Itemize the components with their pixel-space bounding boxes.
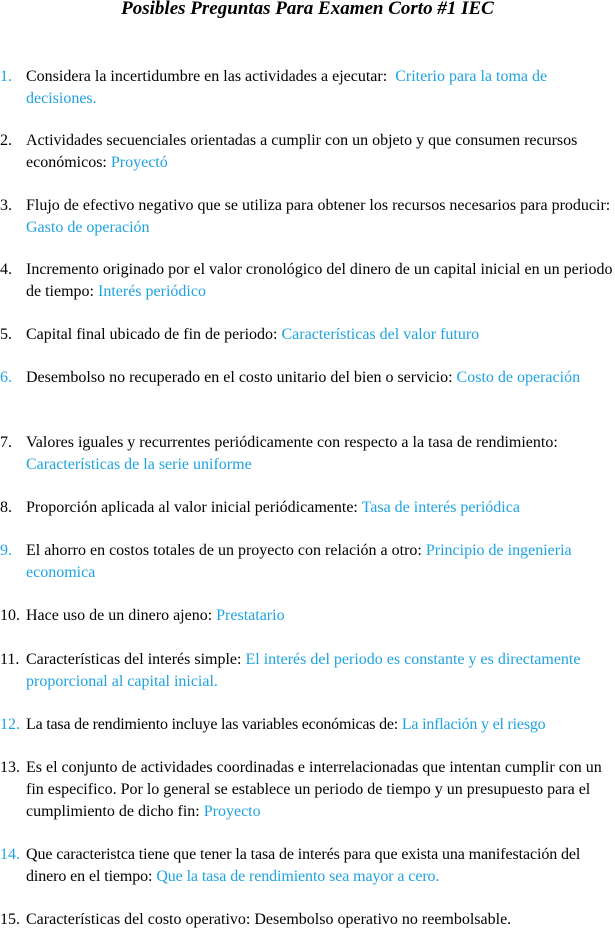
question-number: 5. [0, 326, 12, 343]
question-number: 6. [0, 369, 12, 386]
question-number: 4. [0, 261, 12, 278]
question-text: La tasa de rendimiento incluye las variables económicas de: [26, 716, 402, 733]
question-item [0, 497, 615, 519]
question-answer: Principio de ingenieria economica [26, 542, 572, 581]
question-text: Actividades secuenciales orientadas a cumplir con un objeto y que consumen recursos económicos: [26, 132, 578, 171]
page-title: Posibles Preguntas Para Examen Corto #1 IEC [121, 0, 494, 19]
question-number: 14. [0, 846, 20, 863]
question-answer: La inflación y el riesgo [401, 716, 546, 733]
question-item [0, 367, 615, 389]
question-text: Características del costo operativo: [26, 911, 255, 928]
question-answer: Gasto de operación [26, 219, 150, 236]
question-answer: Prestatario [216, 607, 285, 624]
question-text: Incremento originado por el valor cronológico del dinero de un capital inicial en un periodo de tiempo: [26, 261, 613, 300]
question-answer: Desembolso operativo no reembolsable. [254, 911, 512, 928]
question-text: Desembolso no recuperado en el costo unitario del bien o servicio: [26, 369, 457, 386]
question-text: Características del interés simple: [26, 651, 246, 668]
question-text: Es el conjunto de actividades coordinadas e interrelacionadas que intentan cumplir con un fin especifico. Por lo general se establece un periodo de tiempo y un presupuesto para el cumplimiento de dicho fin: [26, 759, 602, 820]
question-item [0, 649, 615, 693]
question-item [0, 195, 615, 239]
question-answer: Características del valor futuro [281, 326, 480, 343]
question-answer: Características de la serie uniforme [26, 456, 252, 473]
question-answer: Interés periódico [97, 283, 206, 300]
question-text: Hace uso de un dinero ajeno: [26, 607, 217, 624]
question-answer: El interés del periodo es constante y es directamente proporcional al capital inicial. [26, 651, 581, 690]
question-item [0, 714, 615, 736]
question-number: 15. [0, 911, 20, 928]
question-number: 13. [0, 759, 20, 776]
question-item [0, 66, 615, 110]
question-number: 3. [0, 197, 12, 214]
question-item [0, 909, 615, 931]
question-text: Que caracteristca tiene que tener la tasa de interés para que exista una manifestación del dinero en el tiempo: [26, 846, 581, 885]
question-answer: Criterio para la toma de decisiones. [26, 68, 548, 107]
question-text: Considera la incertidumbre en las actividades a ejecutar: [26, 68, 396, 85]
question-answer: Que la tasa de rendimiento sea mayor a cero. [156, 868, 440, 885]
question-item [0, 259, 615, 303]
question-number: 2. [0, 132, 12, 149]
question-item [0, 757, 615, 823]
question-item [0, 432, 615, 476]
question-item [0, 130, 615, 174]
question-item [0, 324, 615, 346]
question-text: Valores iguales y recurrentes periódicamente con respecto a la tasa de rendimiento: [26, 434, 558, 451]
question-answer: Tasa de interés periódica [361, 499, 520, 516]
question-number: 1. [0, 68, 12, 85]
question-number: 11. [0, 651, 20, 668]
question-item [0, 844, 615, 888]
question-text: El ahorro en costos totales de un proyecto con relación a otro: [26, 542, 426, 559]
question-number: 12. [0, 716, 20, 733]
question-item [0, 605, 615, 627]
question-number: 9. [0, 542, 12, 559]
question-answer: Proyecto [203, 803, 261, 820]
question-answer: Costo de operación [456, 369, 581, 386]
question-text: Flujo de efectivo negativo que se utiliza para obtener los recursos necesarios para producir: [26, 197, 611, 214]
question-number: 10. [0, 607, 20, 624]
question-item [0, 540, 615, 584]
question-number: 8. [0, 499, 12, 516]
question-text: Proporción aplicada al valor inicial periódicamente: [26, 499, 362, 516]
question-text: Capital final ubicado de fin de periodo: [26, 326, 282, 343]
question-number: 7. [0, 434, 12, 451]
question-answer: Proyectó [110, 154, 168, 171]
